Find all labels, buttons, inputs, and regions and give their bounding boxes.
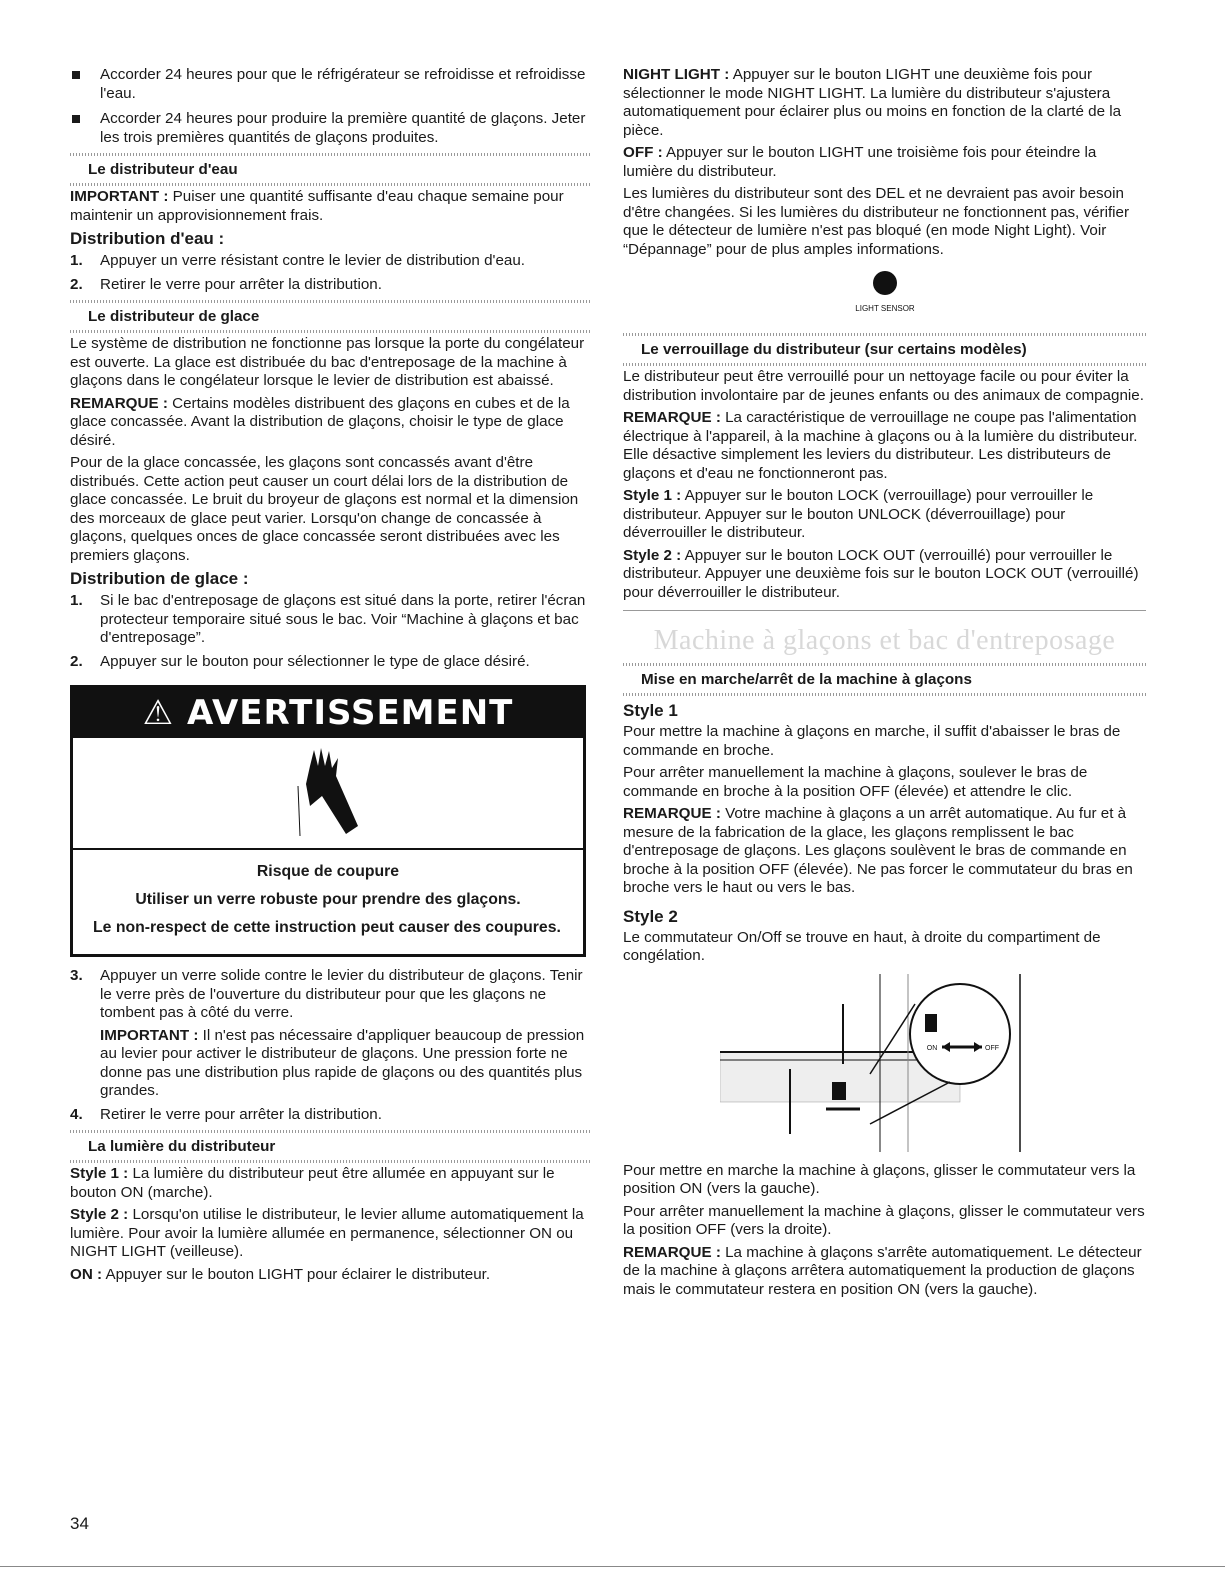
ice-distribution-subheading: Distribution de glace : <box>70 569 249 588</box>
diagram-on-label: ON <box>926 1044 937 1052</box>
step-number: 4. <box>70 1105 83 1123</box>
step-text: Appuyer un verre résistant contre le levier de distribution d'eau. <box>100 252 526 269</box>
bullet-item: Accorder 24 heures pour produire la première quantité de glaçons. Jeter les trois premières quantités de glaçons produites. <box>70 110 590 147</box>
lock-style1-paragraph <box>623 487 1146 543</box>
step-number: 2. <box>70 652 83 670</box>
light-style2-paragraph <box>70 1206 590 1262</box>
remarque-text: Votre machine à glaçons a un arrêt automatique. Au fur et à mesure de la fabrication de la glace, les glaçons remplissent le bac d'entreposage de glaçons. Les glaçons soulèvent le bras de commande en broche à la position OFF (élevée). Ne pas forcer le commutateur du bras en broche vers le haut ou vers le bas. <box>623 805 1133 896</box>
warning-risk: Risque de coupure <box>256 863 400 880</box>
step-item <box>70 252 590 271</box>
style-text: Appuyer sur le bouton LOCK OUT (verrouillé) pour verrouiller le distributeur. Appuyer une deuxième fois sur le bouton LOCK OUT (verrouillé) pour déverrouiller le distributeur. <box>623 546 1139 601</box>
light-style1-paragraph <box>70 1165 590 1202</box>
important-label: IMPORTANT : <box>70 188 169 205</box>
remarque-text: Certains modèles distribuent des glaçons en cubes et de la glace concassée. Avant la distribution de glaçons, choisir le type de glace désiré. <box>70 394 570 449</box>
warning-line-2: Le non-respect de cette instruction peut causer des coupures. <box>93 919 561 936</box>
style1-paragraph-2: Pour arrêter manuellement la machine à glaçons, soulever le bras de commande en broche à la position OFF (élevée) et attendre le clic. <box>623 764 1088 800</box>
step-item <box>70 592 590 648</box>
cut-hand-icon <box>73 738 583 850</box>
style2-remarque-paragraph <box>623 1244 1146 1300</box>
style-label: Style 1 : <box>623 487 682 504</box>
leds-paragraph: Les lumières du distributeur sont des DEL et ne devraient pas avoir besoin d'être changées. Si les lumières du distributeur ne fonctionnent pas, vérifier que le détecteur de lumière n'est pas bloqué (en mode Night Light). Voir “Dépannage” pour de plus amples informations. <box>623 185 1130 258</box>
night-light-text: Appuyer sur le bouton LIGHT une deuxième fois pour sélectionner le mode NIGHT LIGHT. La lumière du distributeur s'ajustera automatiquement pour éclairer plus ou moins en fonction de la clarté de la pièce. <box>623 66 1122 139</box>
style-label: Style 1 : <box>70 1165 129 1182</box>
step-number: 3. <box>70 967 83 984</box>
icemaker-switch-diagram <box>623 974 1146 1152</box>
step-item <box>70 1106 590 1125</box>
right-column <box>623 66 1146 1303</box>
style-text: La lumière du distributeur peut être allumée en appuyant sur le bouton ON (marche). <box>70 1165 555 1201</box>
step-text: Si le bac d'entreposage de glaçons est situé dans la porte, retirer l'écran protecteur temporaire situé sous le bac. Voir “Machine à glaçons et bac d'entreposage”. <box>100 592 586 646</box>
lock-intro-paragraph: Le distributeur peut être verrouillé pour un nettoyage facile ou pour éviter la distribution involontaire par de jeunes enfants ou des animaux de compagnie. <box>623 368 1144 404</box>
style1-paragraph-1: Pour mettre la machine à glaçons en marche, il suffit d'abaisser le bras de commande en broche. <box>623 723 1121 759</box>
warning-body <box>73 850 583 954</box>
ice-dispenser-heading: Le distributeur de glace <box>70 304 590 329</box>
off-text: Appuyer sur le bouton LIGHT une troisième fois pour éteindre la lumière du distributeur. <box>623 144 1097 180</box>
warning-line-1: Utiliser un verre robuste pour prendre des glaçons. <box>135 891 521 908</box>
remarque-label: REMARQUE : <box>70 394 168 412</box>
warning-triangle-icon: ⚠ <box>142 693 187 733</box>
style1-remarque-paragraph <box>623 805 1146 898</box>
remarque-label: REMARQUE : <box>623 409 721 426</box>
icemaker-section-title: Machine à glaçons et bac d'entreposage <box>623 610 1146 657</box>
light-sensor-icon <box>623 265 1146 323</box>
intro-bullets <box>70 66 590 147</box>
lock-remarque-paragraph <box>623 409 1146 483</box>
warning-header <box>73 688 583 738</box>
remarque-label: REMARQUE : <box>623 805 721 822</box>
on-text: Appuyer sur le bouton LIGHT pour éclairer le distributeur. <box>102 1265 491 1283</box>
step-item <box>70 967 590 1101</box>
warning-title: AVERTISSEMENT <box>186 693 514 733</box>
off-label: OFF : <box>623 144 663 161</box>
step-text: Appuyer sur le bouton pour sélectionner le type de glace désiré. <box>100 652 530 670</box>
step-number: 1. <box>70 592 83 609</box>
water-steps <box>70 252 590 294</box>
style-label: Style 2 : <box>623 546 682 564</box>
step-text: Appuyer un verre solide contre le levier du distributeur de glaçons. Tenir le verre près de l'ouverture du distributeur pour que les glaçons ne tombent pas à côté du verre. <box>100 967 583 1021</box>
ice-intro-paragraph: Le système de distribution ne fonctionne pas lorsque la porte du congélateur est ouverte. La glace est distribuée du bac d'entreposage de la machine à glaçons dans le congélateur lorsque le levier de distribution est abaissé. <box>70 335 585 389</box>
ice-steps <box>70 592 590 671</box>
step-important <box>100 1027 590 1101</box>
step-item <box>70 653 590 672</box>
remarque-text: La caractéristique de verrouillage ne coupe pas l'alimentation électrique à l'appareil, à la machine à glaçons ou à la lumière du distributeur. Elle désactive simplement les leviers du distributeur. Les distributeurs de glaçons et d'eau ne fonctionneront pas. <box>623 409 1138 482</box>
step-text: Retirer le verre pour arrêter la distribution. <box>100 1105 382 1123</box>
off-paragraph <box>623 144 1146 181</box>
style2-paragraph-1: Le commutateur On/Off se trouve en haut, à droite du compartiment de congélation. <box>623 928 1101 964</box>
warning-box <box>70 685 586 957</box>
step-item <box>70 276 590 295</box>
lock-style2-paragraph <box>623 547 1146 603</box>
icemaker-onoff-heading: Mise en marche/arrêt de la machine à glaçons <box>623 667 1146 692</box>
ice-steps-continued <box>70 967 590 1124</box>
style-text: Lorsqu'on utilise le distributeur, le levier allume automatiquement la lumière. Pour avoir la lumière allumée en permanence, sélectionner ON ou NIGHT LIGHT (veilleuse). <box>70 1206 584 1260</box>
left-column <box>70 66 590 1288</box>
water-important-paragraph <box>70 188 590 225</box>
remarque-label: REMARQUE : <box>623 1243 721 1261</box>
night-light-label: NIGHT LIGHT : <box>623 66 730 83</box>
dispenser-light-heading: La lumière du distributeur <box>70 1134 590 1159</box>
style-label: Style 2 : <box>70 1206 129 1223</box>
sensor-label: LIGHT SENSOR <box>854 304 915 313</box>
diagram-off-label: OFF <box>984 1044 999 1052</box>
step-number: 1. <box>70 252 83 269</box>
light-on-paragraph <box>70 1266 590 1285</box>
style1-heading: Style 1 <box>623 701 678 720</box>
style2-paragraph-3: Pour arrêter manuellement la machine à glaçons, glisser le commutateur vers la position OFF (vers la droite). <box>623 1202 1145 1238</box>
dispenser-lock-heading: Le verrouillage du distributeur (sur certains modèles) <box>623 337 1146 362</box>
page-number: 34 <box>70 1514 89 1533</box>
step-text: Retirer le verre pour arrêter la distribution. <box>100 275 382 293</box>
ice-remarque-paragraph <box>70 395 590 451</box>
night-light-paragraph <box>623 66 1146 140</box>
style2-paragraph-2: Pour mettre en marche la machine à glaçons, glisser le commutateur vers la position ON (vers la gauche). <box>623 1161 1136 1197</box>
important-text: Puiser une quantité suffisante d'eau chaque semaine pour maintenir un approvisionnement frais. <box>70 188 564 224</box>
important-text: Il n'est pas nécessaire d'appliquer beaucoup de pression au levier pour activer le distributeur de glaçons. Une pression forte ne donne pas une distribution plus rapide de glaçons ou des quantités plus grandes. <box>100 1026 585 1099</box>
water-distribution-subheading: Distribution d'eau : <box>70 229 225 248</box>
important-label: IMPORTANT : <box>100 1026 199 1044</box>
on-label: ON : <box>70 1265 103 1283</box>
page-bottom-rule <box>0 1566 1225 1567</box>
bullet-item: Accorder 24 heures pour que le réfrigérateur se refroidisse et refroidisse l'eau. <box>70 66 590 103</box>
style2-heading: Style 2 <box>623 906 678 926</box>
step-number: 2. <box>70 275 83 293</box>
style-text: Appuyer sur le bouton LOCK (verrouillage) pour verrouiller le distributeur. Appuyer sur le bouton UNLOCK (déverrouillage) pour déverrouiller le distributeur. <box>623 487 1094 541</box>
crushed-ice-paragraph: Pour de la glace concassée, les glaçons sont concassés avant d'être distribués. Cette action peut causer un court délai lors de la distribution de glace concassée. Le bruit du broyeur de glaçons est normal et la dimension des morceaux de glace peut varier. Lorsqu'on change de concassée à glaçons, quelques onces de glace concassée seront distribuées avec les premiers glaçons. <box>70 454 579 564</box>
water-dispenser-heading: Le distributeur d'eau <box>70 157 590 182</box>
remarque-text: La machine à glaçons s'arrête automatiquement. Le détecteur de la machine à glaçons arrêtera automatiquement la production de glaçons mais le commutateur restera en position ON (vers la gauche). <box>623 1243 1142 1298</box>
